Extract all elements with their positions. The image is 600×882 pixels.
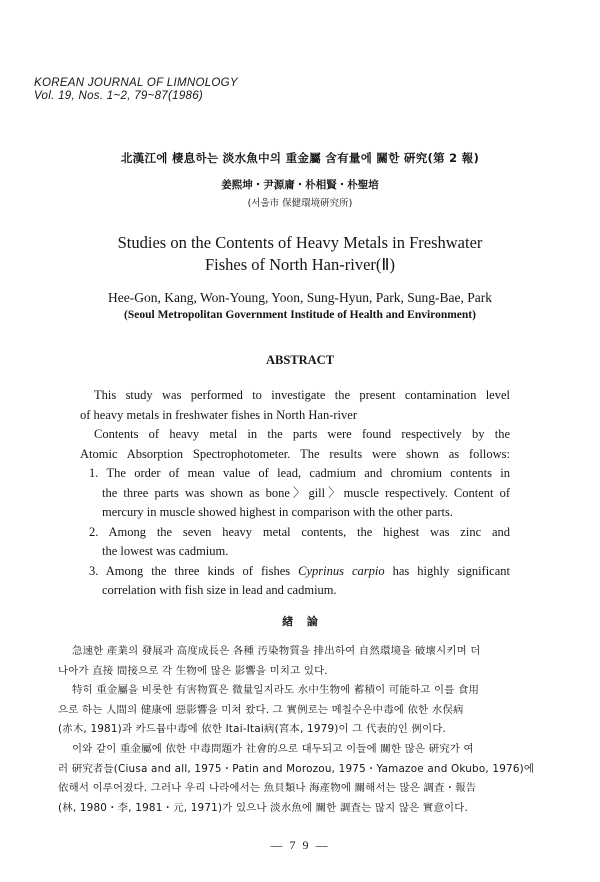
intro-line: 으로 하는 人間의 健康에 惡影響을 미쳐 왔다. 그 實例로는 메칠수은中毒에 依한 水俣病 <box>58 703 464 716</box>
korean-title: 北漢江에 棲息하는 淡水魚中의 重金屬 含有量에 關한 硏究(第 2 報) <box>120 151 480 165</box>
journal-volume: Vol. 19, Nos. 1~2, 79~87(1986) <box>34 90 204 102</box>
intro-line: 急速한 產業의 發展과 高度成長은 各種 汚染物質을 排出하여 自然環境을 破壞시키며 더 <box>72 645 481 657</box>
english-title <box>0 232 600 276</box>
abstract-item-2-line: 2. Among the seven heavy metal contents, the highest was zinc and <box>89 524 510 539</box>
abstract-item-2-line: the lowest was cadmium. <box>102 544 229 558</box>
english-title-line-1: Studies on the Contents of Heavy Metals in Freshwater <box>117 233 483 252</box>
korean-institute: (서울市 保健環境硏究所) <box>247 198 353 209</box>
abstract-heading: ABSTRACT <box>265 353 335 367</box>
journal-header <box>34 77 238 103</box>
introduction-body <box>58 642 544 818</box>
abstract-item-1-line: mercury in muscle showed highest in comparison with the other parts. <box>102 505 453 519</box>
abstract-line: of heavy metals in freshwater fishes in North Han-river <box>80 407 357 422</box>
species-name: Cyprinus carpio <box>298 563 385 578</box>
abstract-item-3-text: 3. Among the three kinds of fishes <box>89 563 299 578</box>
abstract-line: This study was performed to investigate the present contamination level <box>94 388 510 402</box>
abstract-line: Atomic Absorption Spectrophotometer. The results were shown as follows: <box>80 446 510 461</box>
intro-line: 이와 같이 重金屬에 依한 中毒問題가 社會的으로 대두되고 이들에 關한 많은 硏究가 여 <box>72 742 474 755</box>
abstract-item-3-line: correlation with fish size in lead and cadmium. <box>102 583 337 597</box>
page-number: — 7 9 — <box>270 838 330 852</box>
intro-line: 나아가 直接 間接으로 각 生物에 많은 影響을 미치고 있다. <box>58 664 328 677</box>
introduction-heading: 緖 論 <box>282 615 318 628</box>
korean-authors: 姜熙坤・尹源庸・朴相賢・朴聖培 <box>221 179 379 191</box>
abstract-line: Contents of heavy metal in the parts were found respectively by the <box>94 427 510 441</box>
intro-line: (林, 1980・李, 1981・元, 1971)가 있으나 淡水魚에 關한 調査는 많지 않은 實意이다. <box>58 801 469 814</box>
english-title-line-2: Fishes of North Han-river(Ⅱ) <box>204 255 396 274</box>
abstract-item-3-text: has highly significant <box>384 563 510 578</box>
english-institute: (Seoul Metropolitan Government Institude of Health and Environment) <box>124 309 476 321</box>
abstract-item-1-line: 1. The order of mean value of lead, cadmium and chromium contents in <box>89 466 510 480</box>
intro-line: (赤木, 1981)과 카드뮴中毒에 依한 Itai-Itai病(宮本, 1979)이 그 代表的인 例이다. <box>58 723 447 736</box>
english-authors: Hee-Gon, Kang, Won-Young, Yoon, Sung-Hyun, Park, Sung-Bae, Park <box>108 290 492 305</box>
journal-name: KOREAN JOURNAL OF LIMNOLOGY <box>34 77 238 89</box>
intro-line: 러 硏究者들(Ciusa and all, 1975・Patin and Morozou, 1975・Yamazoe and Okubo, 1976)에 <box>58 762 535 775</box>
intro-line: 依해서 이루어졌다. 그러나 우리 나라에서는 魚貝類나 海產物에 關해서는 많은 調査・報告 <box>58 782 477 795</box>
abstract-body <box>80 386 510 601</box>
abstract-item-1-line: the three parts was shown as bone〉gill〉muscle respectively. Content of <box>102 485 510 500</box>
intro-line: 特히 重金屬을 비롯한 有害物質은 微量일지라도 水中生物에 蓄積이 可能하고 이를 食用 <box>72 684 480 697</box>
abstract-item-3-line <box>80 562 510 582</box>
